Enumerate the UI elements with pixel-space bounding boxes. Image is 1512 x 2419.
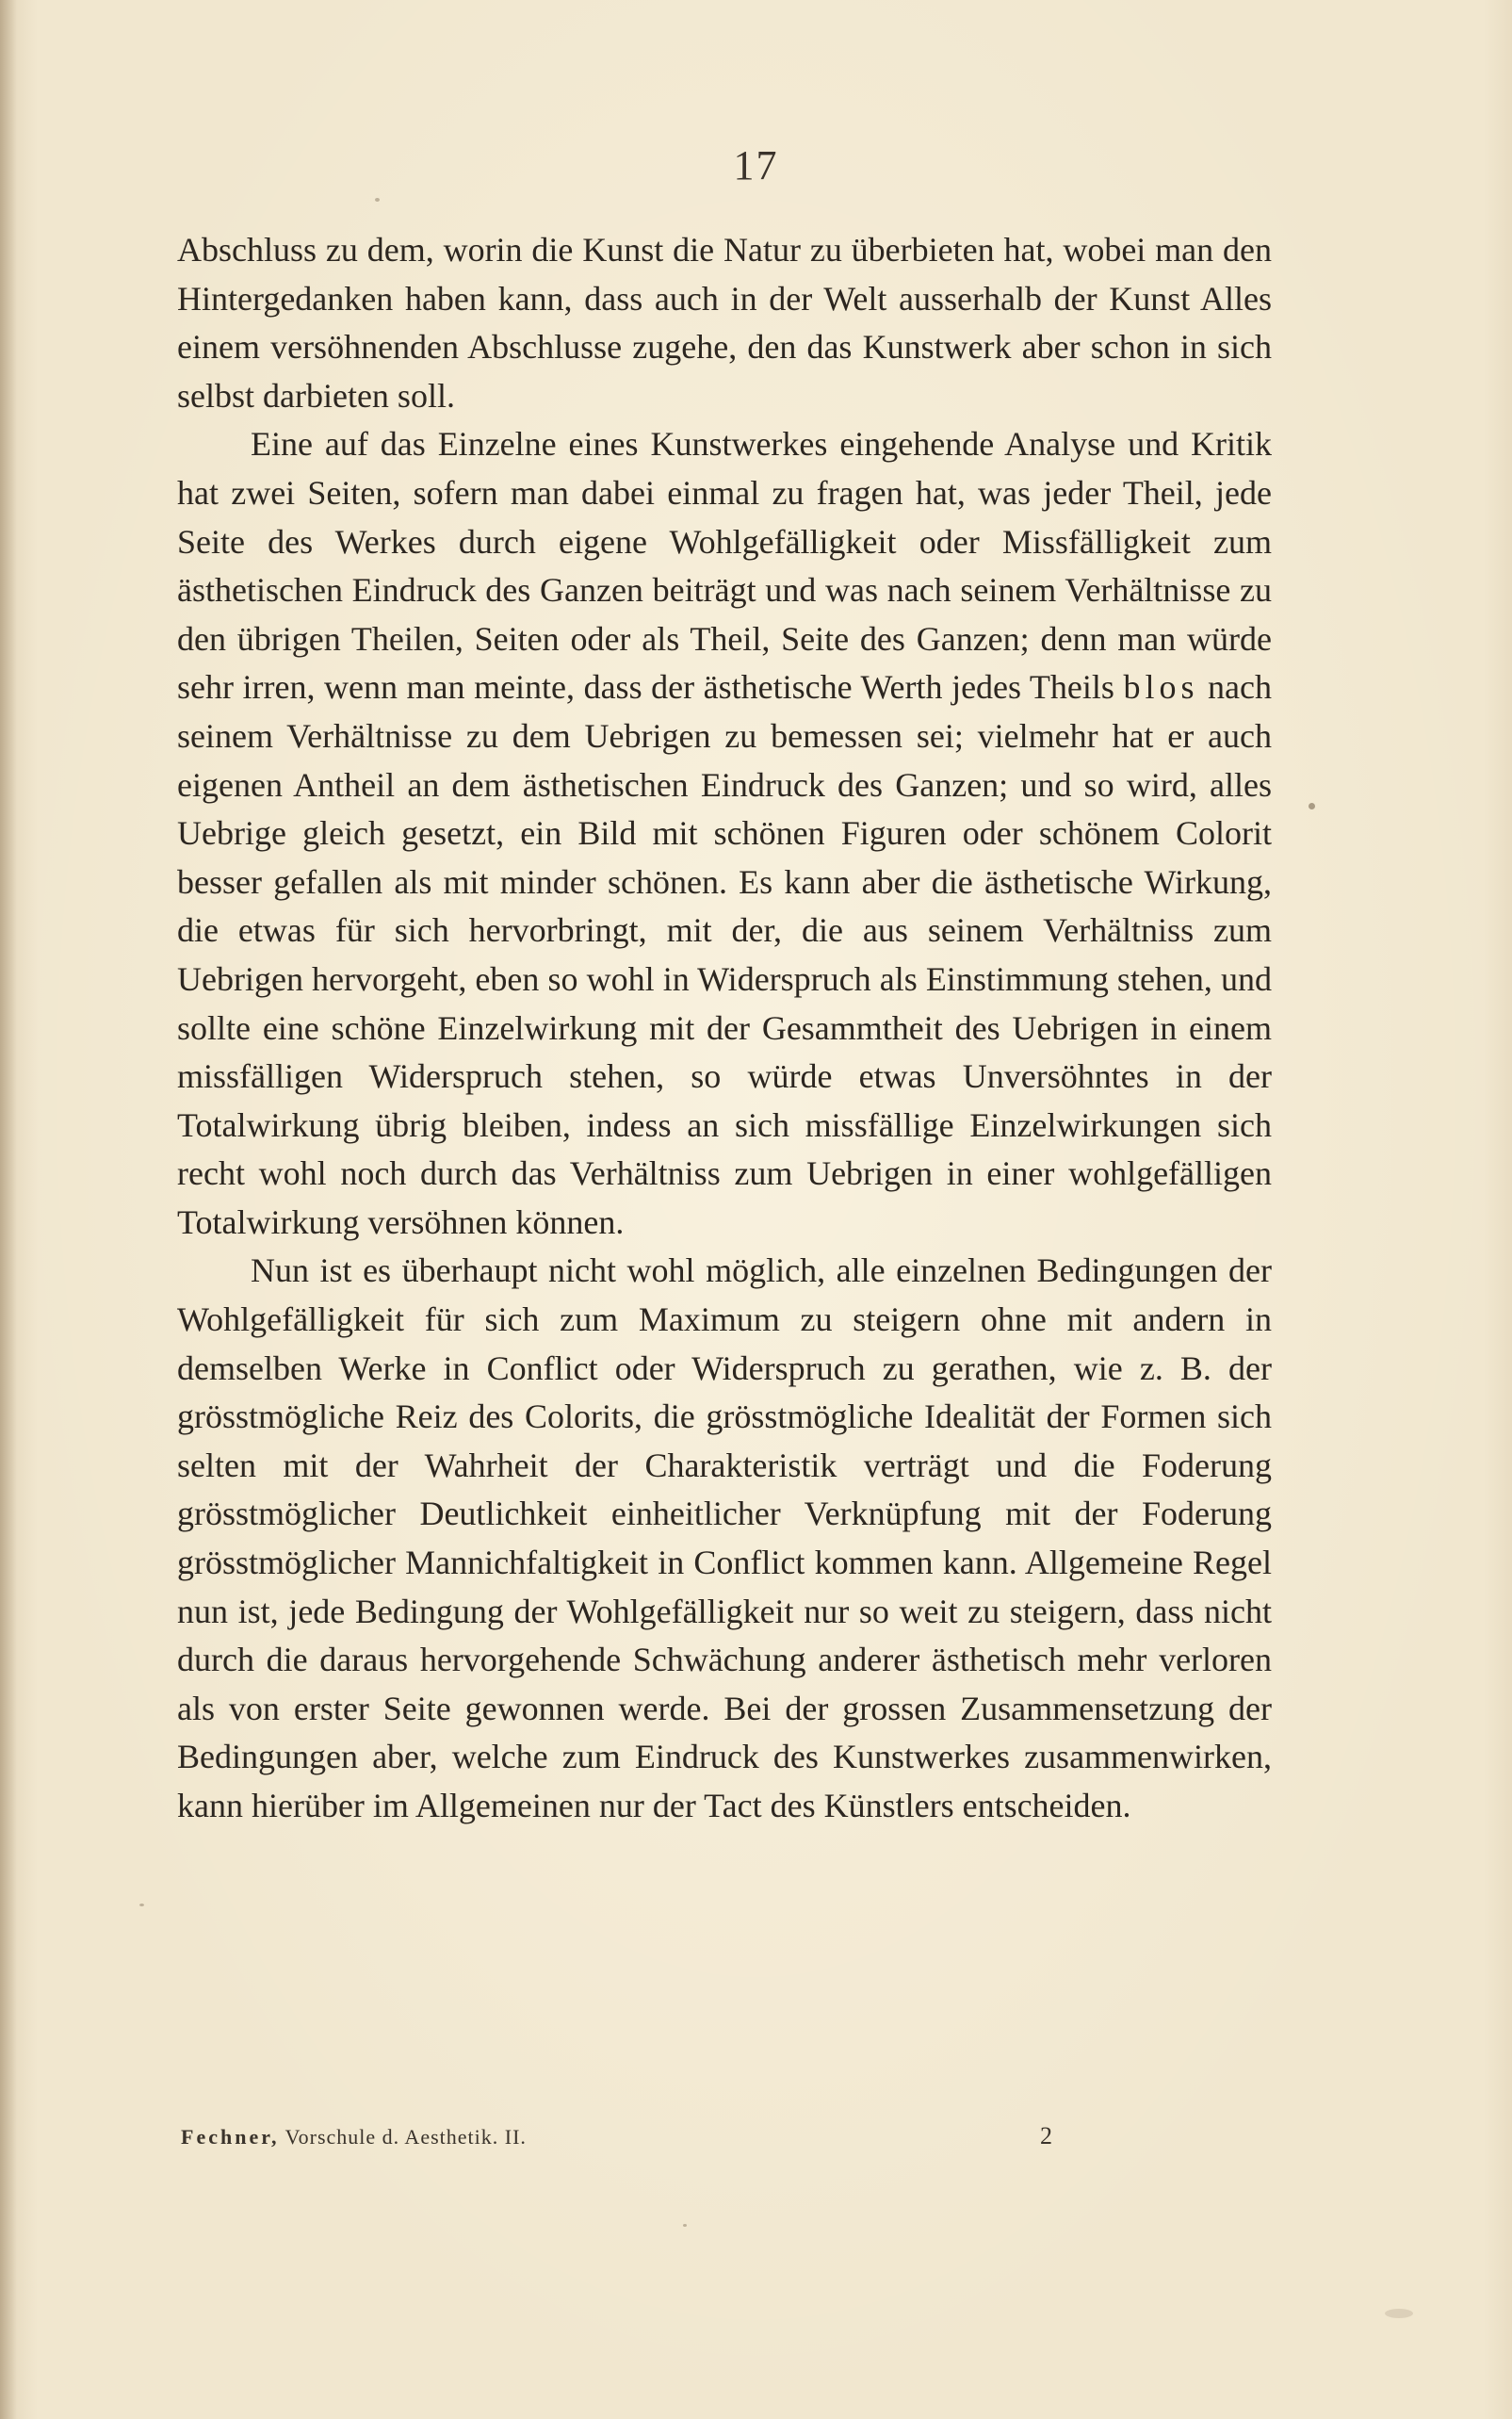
paper-speck	[139, 1904, 144, 1906]
footer-author: Fechner,	[181, 2125, 280, 2149]
page-fold-shadow	[0, 0, 17, 2419]
footer-signature	[181, 2125, 527, 2149]
paper-speck	[1385, 2309, 1413, 2318]
paragraph-1	[177, 226, 1272, 420]
paper-speck	[375, 198, 380, 202]
paragraph-3-text: Nun ist es überhaupt nicht wohl möglich, alle einzelnen Bedingungen der Wohlgefälligkeit für sich zum Maximum zu steigern ohne mit andern in demselben Werke in Conflict oder Widerspruch zu gerathen, wie z. B. der grösstmögliche Reiz des Colorits, die grösstmögliche Idealität der Formen sich selten mit der Wahrheit der Charakteristik verträgt und die Foderung grösstmöglicher Deutlichkeit einheitlicher Verknüpfung mit der Foderung grösstmöglicher Mannichfaltigkeit in Conflict kommen kann. Allgemeine Regel nun ist, jede Bedingung der Wohlgefälligkeit nur so weit zu steigern, dass nicht durch die daraus hervorgehende Schwächung anderer ästhetisch mehr verloren als von erster Seite gewonnen werde. Bei der grossen Zusammensetzung der Bedingungen aber, welche zum Eindruck des Kunstwerkes zusammenwirken, kann hierüber im Allgemeinen nur der Tact des Künstlers entscheiden.	[177, 1251, 1272, 1824]
page-number: 17	[733, 142, 779, 188]
paper-speck	[1309, 803, 1315, 809]
body-text	[177, 226, 1272, 1831]
paragraph-2-text-after: nach seinem Verhältnisse zu dem Uebrigen zu bemessen sei; vielmehr hat er auch eigenen Antheil an dem ästhetischen Eindruck des Ganzen; und so wird, alles Uebrige gleich gesetzt, ein Bild mit schönen Figuren oder schönem Colorit besser gefallen als mit minder schönen. Es kann aber die ästhetische Wirkung, die etwas für sich hervorbringt, mit der, die aus seinem Verhältniss zum Uebrigen hervorgeht, eben so wohl in Widerspruch als Einstimmung stehen, und sollte eine schöne Einzelwirkung mit der Gesammtheit des Uebrigen in einem missfälligen Widerspruch stehen, so würde etwas Unversöhntes in der Totalwirkung übrig bleiben, indess an sich missfällige Einzelwirkungen sich recht wohl noch durch das Verhältniss zum Uebrigen in einer wohlgefälligen Totalwirkung versöhnen können.	[177, 668, 1272, 1241]
sheet-signature-mark: 2	[1040, 2122, 1052, 2149]
footer-title: Vorschule d. Aesthetik. II.	[285, 2125, 527, 2149]
emphasized-word: blos	[1123, 668, 1199, 707]
paragraph-2-text-before: Eine auf das Einzelne eines Kunstwerkes eingehende Analyse und Kritik hat zwei Seiten, sofern man dabei einmal zu fragen hat, was jeder Theil, jede Seite des Werkes durch eigene Wohlgefälligkeit oder Missfälligkeit zum ästhetischen Eindruck des Ganzen beiträgt und was nach seinem Verhältnisse zu den übrigen Theilen, Seiten oder als Theil, Seite des Ganzen; denn man würde sehr irren, wenn man meinte, dass der ästhetische Werth jedes Theils	[177, 425, 1272, 707]
paper-speck	[683, 2224, 687, 2227]
paragraph-3	[177, 1247, 1272, 1830]
paragraph-1-text: Abschluss zu dem, worin die Kunst die Natur zu überbieten hat, wobei man den Hintergedanken haben kann, dass auch in der Welt ausserhalb der Kunst Alles einem versöhnenden Abschlusse zugehe, den das Kunstwerk aber schon in sich selbst darbieten soll.	[177, 231, 1272, 415]
paragraph-2	[177, 420, 1272, 1247]
